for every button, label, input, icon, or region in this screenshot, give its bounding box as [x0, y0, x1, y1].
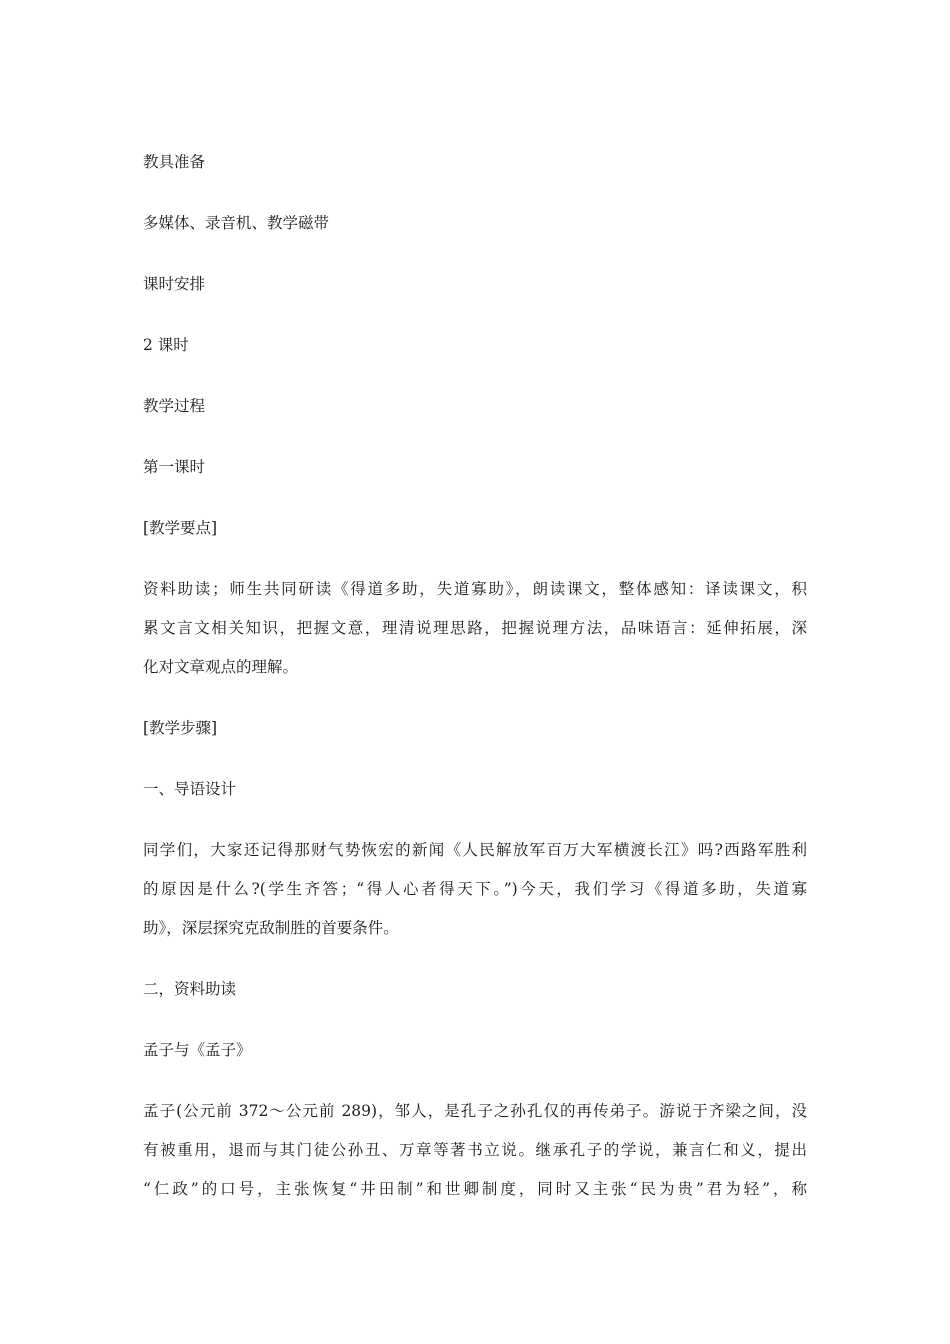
heading-teaching-aids: 教具准备	[143, 153, 206, 171]
paragraph-line: 资料助读；师生共同研读《得道多助，失道寡助》，朗读课文，整体感知：译读课文，积	[143, 580, 807, 598]
heading-teaching-steps: [教学步骤]	[143, 719, 218, 737]
teaching-aids-list: 多媒体、录音机、教学磁带	[143, 214, 330, 232]
document-body	[143, 148, 807, 1236]
heading-introduction-design: 一、导语设计	[143, 780, 237, 798]
heading-mencius: 孟子与《孟子》	[143, 1041, 252, 1059]
paragraph-line: “仁政”的口号，主张恢复“井田制”和世卿制度，同时又主张“民为贵”君为轻”，称	[143, 1180, 807, 1198]
paragraph-line: 的原因是什么?(学生齐答；“得人心者得天下。”)今天，我们学习《得道多助，失道寡	[143, 880, 807, 898]
paragraph-line: 孟子(公元前 372～公元前 289)，邹人，是孔子之孙孔仅的再传弟子。游说于齐梁之间，没	[143, 1102, 807, 1120]
heading-first-lesson: 第一课时	[143, 458, 206, 476]
heading-class-hours: 课时安排	[143, 275, 206, 293]
heading-teaching-process: 教学过程	[143, 397, 206, 415]
paragraph-line: 化对文章观点的理解。	[143, 658, 299, 676]
paragraph-line: 助》，深层探究克敌制胜的首要条件。	[143, 919, 399, 937]
paragraph-line: 累文言文相关知识，把握文意，理清说理思路，把握说理方法，品味语言：延伸拓展，深	[143, 619, 807, 637]
paragraph-mencius-bio	[143, 1097, 807, 1203]
paragraph-teaching-points	[143, 575, 807, 681]
paragraph-line: 有被重用，退而与其门徒公孙丑、万章等著书立说。继承孔子的学说，兼言仁和义，提出	[143, 1141, 807, 1159]
heading-reading-materials: 二，资料助读	[143, 980, 237, 998]
class-hours-value: 2 课时	[143, 336, 189, 354]
paragraph-line: 同学们，大家还记得那财气势恢宏的新闻《人民解放军百万大军横渡长江》吗?西路军胜利	[143, 841, 807, 859]
paragraph-introduction	[143, 836, 807, 942]
heading-teaching-points: [教学要点]	[143, 519, 218, 537]
